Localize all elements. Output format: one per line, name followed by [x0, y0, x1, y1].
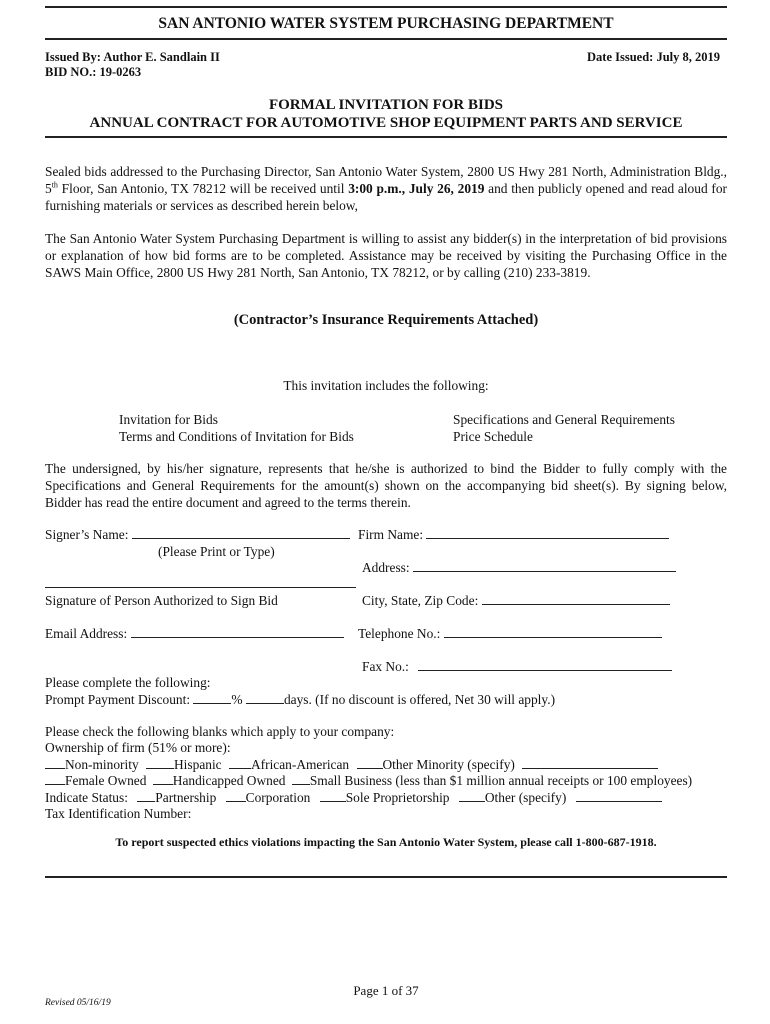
company-intro: Please check the following blanks which apply to your company: — [45, 724, 395, 739]
includes-item: Terms and Conditions of Invitation for Bids — [119, 429, 354, 444]
assistance-paragraph: The San Antonio Water System Purchasing Department is willing to assist any bidder(s) in the interpretation of bid provisions or explanation of how bid forms are to be completed. Assistance may be received by visiting the Purchasing Office in the SAWS Main Office, 2800 US Hwy 281 North, San Antonio, TX 78212, or by calling (210) 233-3819. — [45, 231, 727, 280]
header-rule — [45, 38, 727, 40]
checkbox-blank[interactable] — [320, 789, 346, 802]
fax-field[interactable]: Fax No.: — [362, 658, 672, 675]
sealed-bids-paragraph: Sealed bids addressed to the Purchasing Director, San Antonio Water System, 2800 US Hwy 281 North, Administration Bldg., 5th Floor, San Antonio, TX 78212 will be received until 3:00 p.m., July 26, 2019 and then publicly opened and read aloud for furnishing materials or services as described herein below, — [45, 164, 727, 213]
tax-id-field[interactable]: Tax Identification Number: — [45, 806, 192, 821]
ownership-row: Non-minority Hispanic African-American Other Minority (specify) — [45, 756, 658, 773]
firm-name-field[interactable]: Firm Name: — [358, 526, 669, 543]
specify-blank[interactable] — [576, 789, 662, 802]
invitation-heading: FORMAL INVITATION FOR BIDS — [268, 97, 504, 113]
top-rule — [45, 6, 727, 8]
checkbox-blank[interactable] — [292, 772, 310, 785]
address-field[interactable]: Address: — [362, 559, 676, 576]
bottom-rule — [45, 876, 727, 878]
email-field[interactable]: Email Address: — [45, 625, 344, 642]
checkbox-blank[interactable] — [137, 789, 155, 802]
status-row: Indicate Status: Partnership Corporation Sole Proprietorship Other (specify) — [45, 789, 662, 806]
city-state-zip-blank[interactable] — [482, 592, 670, 605]
checkbox-blank[interactable] — [459, 789, 485, 802]
city-state-zip-field[interactable]: City, State, Zip Code: — [362, 592, 670, 609]
signature-line[interactable] — [45, 587, 356, 588]
date-issued: Date Issued: July 8, 2019 — [587, 50, 720, 64]
includes-item: Specifications and General Requirements — [453, 412, 675, 427]
ownership-row: Female Owned Handicapped Owned Small Business (less than $1 million annual receipts or 100 employees) — [45, 772, 692, 789]
discount-days-blank[interactable] — [246, 691, 284, 704]
address-blank[interactable] — [413, 559, 676, 572]
checkbox-blank[interactable] — [357, 756, 383, 769]
issued-by: Issued By: Author E. Sandlain II — [45, 50, 220, 64]
checkbox-blank[interactable] — [229, 756, 251, 769]
checkbox-blank[interactable] — [45, 756, 65, 769]
discount-percent-blank[interactable] — [193, 691, 231, 704]
telephone-blank[interactable] — [444, 625, 662, 638]
undersigned-paragraph: The undersigned, by his/her signature, represents that he/she is authorized to bind the Bidder to fully comply with the Specifications and General Requirements for the amount(s) shown on the accompanying bid sheet(s). By signing below, Bidder has read the entire document and agreed to the terms therein. — [45, 461, 727, 510]
signers-name-field[interactable]: Signer’s Name: — [45, 526, 350, 543]
page-number: Page 1 of 37 — [353, 983, 419, 998]
fax-blank[interactable] — [418, 658, 672, 671]
heading-rule — [45, 136, 727, 138]
firm-name-blank[interactable] — [426, 526, 669, 539]
department-title: SAN ANTONIO WATER SYSTEM PURCHASING DEPARTMENT — [158, 15, 614, 32]
specify-blank[interactable] — [522, 756, 658, 769]
signature-label: Signature of Person Authorized to Sign Bid — [45, 593, 278, 608]
payment-intro: Please complete the following: — [45, 675, 211, 690]
print-or-type-note: (Please Print or Type) — [158, 544, 275, 559]
prompt-payment-field[interactable]: Prompt Payment Discount: % days. (If no discount is offered, Net 30 will apply.) — [45, 692, 556, 707]
ethics-notice: To report suspected ethics violations impacting the San Antonio Water System, please call 1-800-687-1918. — [115, 835, 657, 849]
revised-date: Revised 05/16/19 — [45, 998, 111, 1008]
checkbox-blank[interactable] — [146, 756, 174, 769]
checkbox-blank[interactable] — [45, 772, 65, 785]
insurance-note: (Contractor’s Insurance Requirements Attached) — [233, 312, 539, 328]
includes-intro: This invitation includes the following: — [283, 378, 489, 393]
telephone-field[interactable]: Telephone No.: — [358, 625, 662, 642]
bid-number: BID NO.: 19-0263 — [45, 65, 142, 79]
ownership-label: Ownership of firm (51% or more): — [45, 740, 231, 755]
checkbox-blank[interactable] — [153, 772, 173, 785]
includes-item: Price Schedule — [453, 429, 533, 444]
contract-heading: ANNUAL CONTRACT FOR AUTOMOTIVE SHOP EQUIPMENT PARTS AND SERVICE — [89, 115, 683, 131]
email-blank[interactable] — [131, 625, 344, 638]
includes-item: Invitation for Bids — [119, 412, 218, 427]
checkbox-blank[interactable] — [226, 789, 246, 802]
signers-name-blank[interactable] — [132, 526, 350, 539]
